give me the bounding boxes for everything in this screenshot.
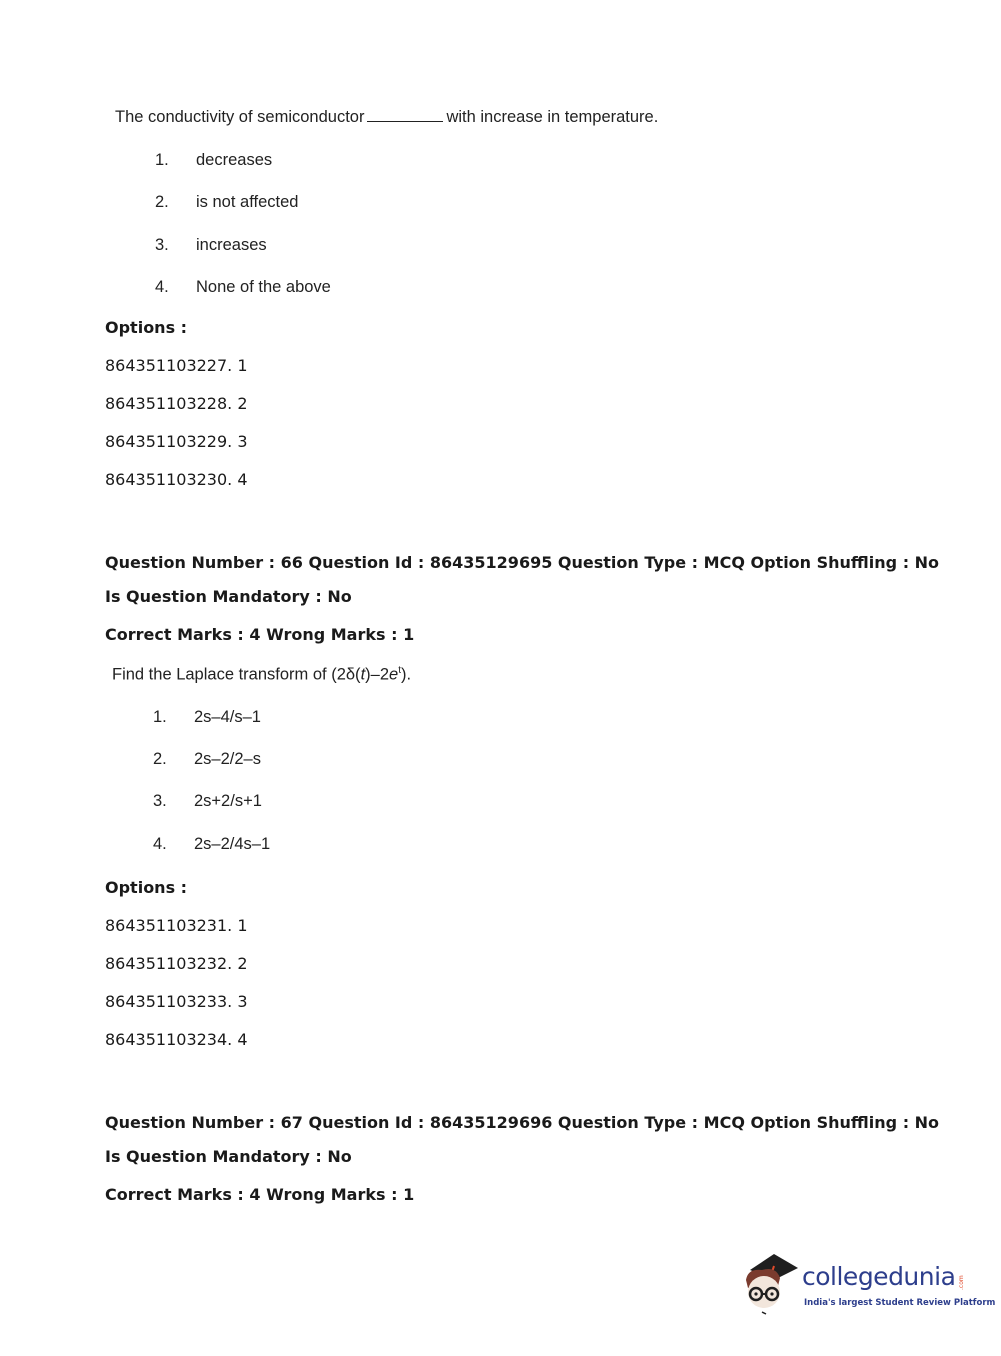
choice-text: increases — [196, 236, 267, 254]
question-text-part: )–2 — [365, 665, 390, 684]
choice-text: 2s+2/s+1 — [194, 792, 262, 810]
question-65-text — [115, 108, 658, 127]
choice-number: 3. — [153, 792, 167, 810]
brand-com: .com — [958, 1275, 965, 1290]
choice-text: 2s–4/s–1 — [194, 708, 261, 726]
options-label: Options : — [105, 878, 188, 897]
choice-number: 4. — [155, 278, 169, 296]
question-text-part: The conductivity of semiconductor — [115, 108, 365, 126]
option-id: 864351103230. 4 — [105, 470, 248, 489]
choice-number: 1. — [155, 151, 169, 169]
choice-number: 2. — [155, 193, 169, 211]
question-67-mandatory: Is Question Mandatory : No — [105, 1147, 352, 1166]
question-text-part: ). — [400, 665, 412, 684]
choice-number: 1. — [153, 708, 167, 726]
question-text-sup: t — [398, 665, 401, 676]
question-66-text — [112, 665, 411, 685]
option-id: 864351103234. 4 — [105, 1030, 248, 1049]
choice-number: 2. — [153, 750, 167, 768]
option-id: 864351103227. 1 — [105, 356, 248, 375]
option-id: 864351103232. 2 — [105, 954, 248, 973]
question-text-part: with increase in temperature. — [446, 108, 659, 126]
option-id: 864351103231. 1 — [105, 916, 248, 935]
option-id: 864351103233. 3 — [105, 992, 248, 1011]
choice-text: decreases — [196, 151, 273, 169]
fill-blank — [367, 120, 443, 122]
question-text-part: t — [360, 665, 366, 684]
choice-text: 2s–2/4s–1 — [194, 835, 271, 853]
brand-name: collegedunia — [802, 1262, 956, 1291]
question-66-mandatory: Is Question Mandatory : No — [105, 587, 352, 606]
mascot-logo-icon — [740, 1250, 800, 1316]
options-label: Options : — [105, 318, 188, 337]
choice-text: is not affected — [196, 193, 299, 211]
question-66-marks: Correct Marks : 4 Wrong Marks : 1 — [105, 625, 415, 644]
option-id: 864351103228. 2 — [105, 394, 248, 413]
choice-number: 4. — [153, 835, 167, 853]
choice-text: 2s–2/2–s — [194, 750, 261, 768]
option-id: 864351103229. 3 — [105, 432, 248, 451]
question-text-part: e — [389, 665, 399, 684]
brand-tagline: India's largest Student Review Platform — [804, 1298, 996, 1308]
question-67-header: Question Number : 67 Question Id : 86435129696 Question Type : MCQ Option Shuffling : No — [105, 1113, 940, 1132]
choice-number: 3. — [155, 236, 169, 254]
choice-text: None of the above — [196, 278, 331, 296]
question-text-part: Find the Laplace transform of (2δ( — [112, 665, 361, 684]
question-67-marks: Correct Marks : 4 Wrong Marks : 1 — [105, 1185, 415, 1204]
question-66-header: Question Number : 66 Question Id : 86435129695 Question Type : MCQ Option Shuffling : No — [105, 553, 940, 572]
